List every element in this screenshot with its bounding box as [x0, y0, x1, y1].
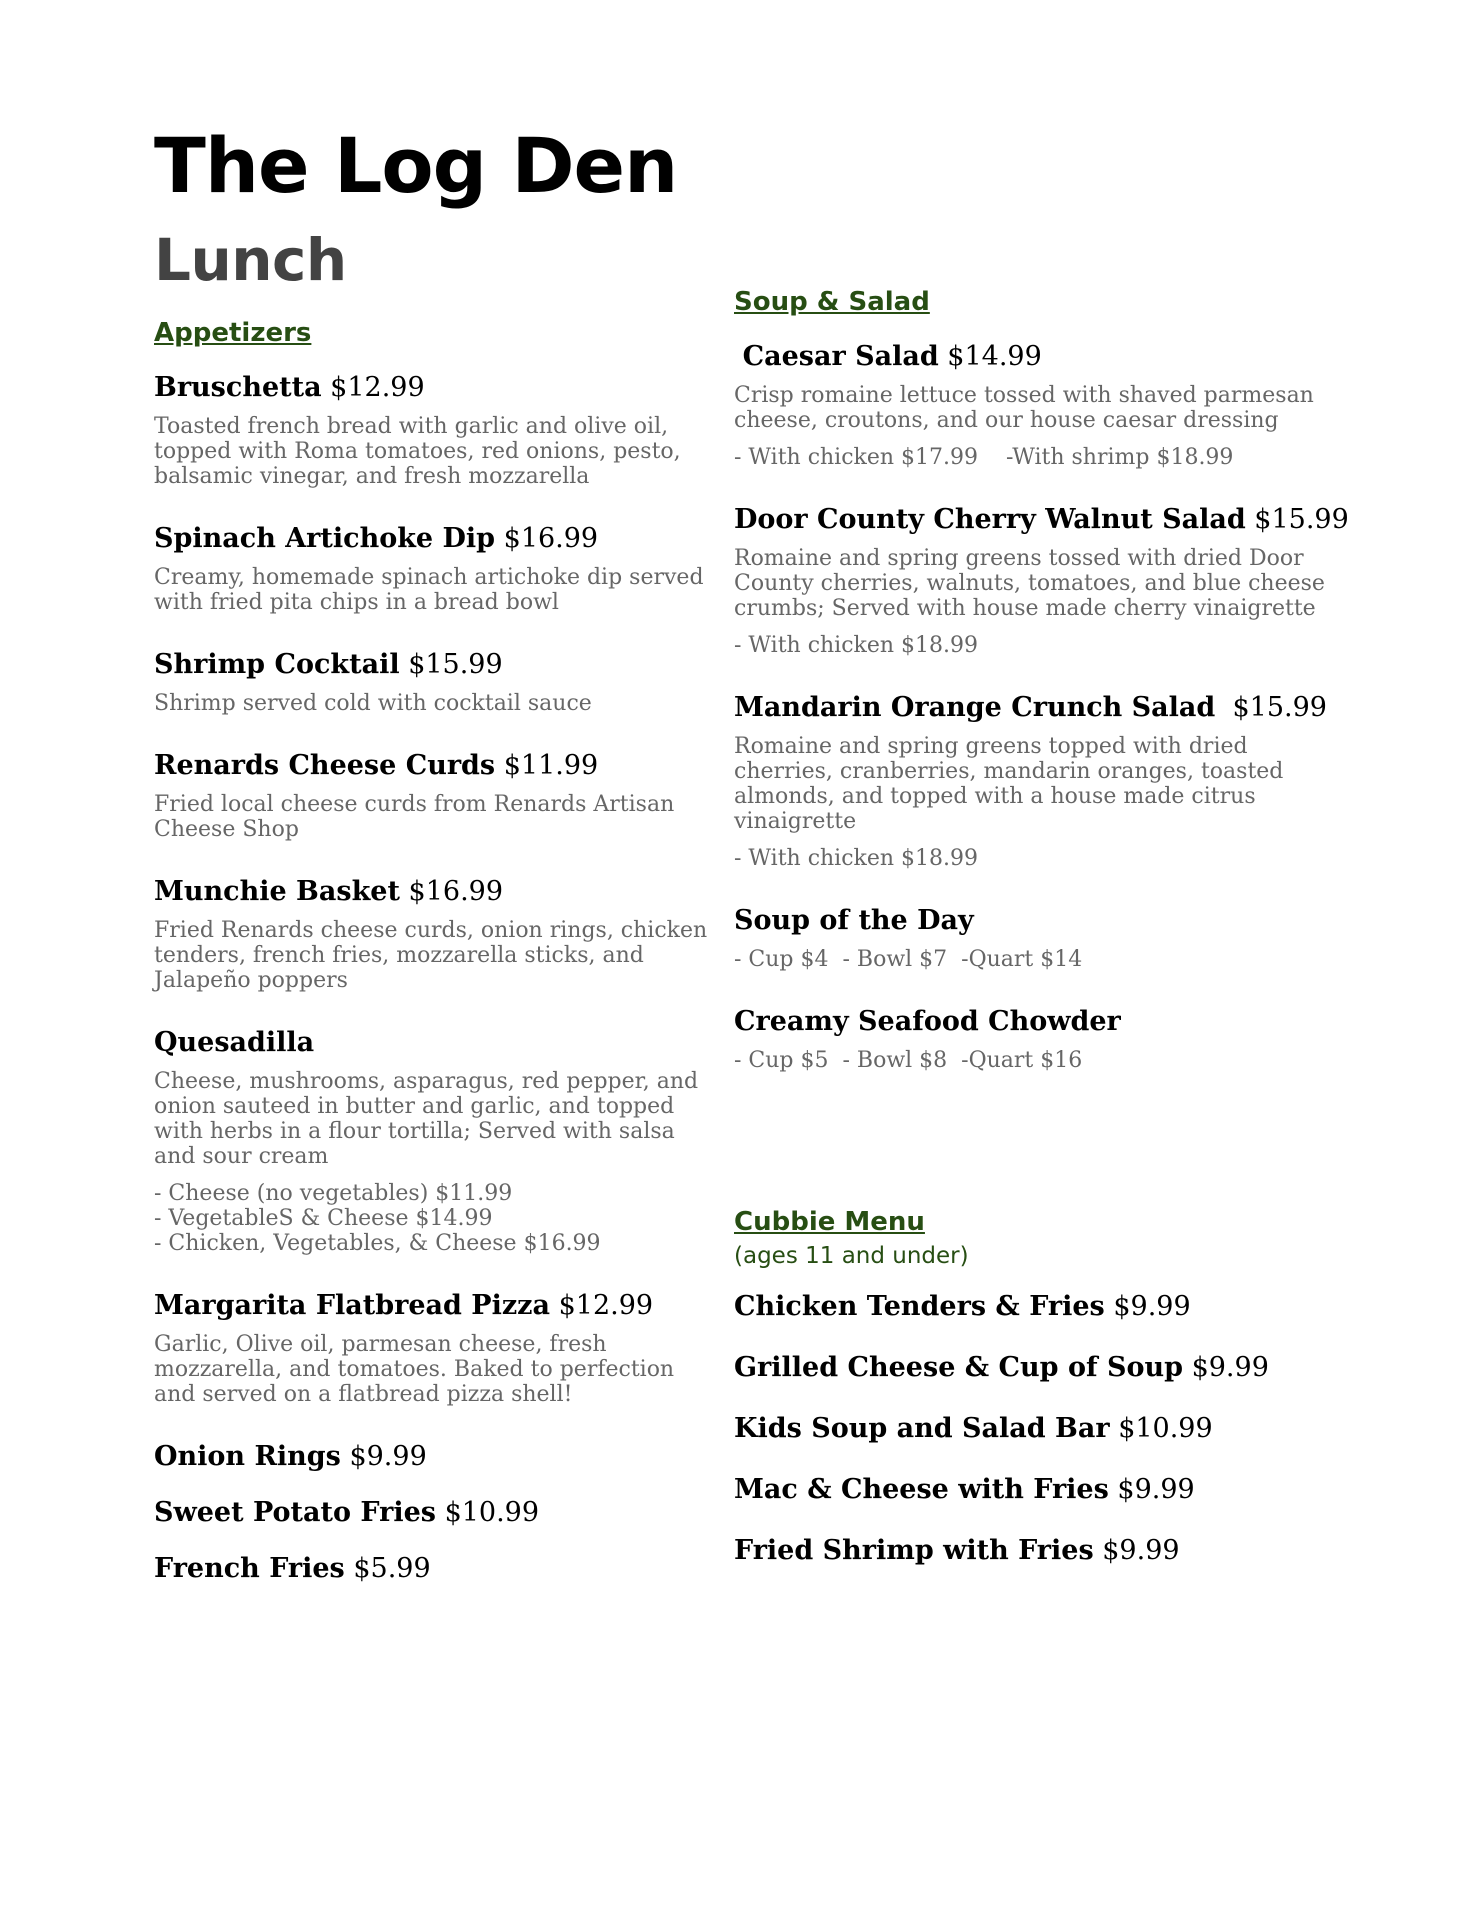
- item-price: $12.99: [330, 372, 425, 403]
- item-price: $12.99: [558, 1290, 654, 1321]
- item-price: $9.99: [1117, 1474, 1195, 1505]
- menu-item: [154, 521, 714, 615]
- item-name: Door County Cherry Walnut Salad: [734, 504, 1246, 535]
- item-option: - VegetableS & Cheese $14.99: [154, 1206, 493, 1231]
- item-description: Cheese, mushrooms, asparagus, red pepper, and onion sauteed in butter and garlic, and topped with herbs in a flour tortilla; Served with salsa and sour cream: [154, 1069, 699, 1169]
- item-price: $9.99: [1113, 1291, 1191, 1322]
- menu-item: [734, 1004, 1334, 1073]
- appetizers-heading: Appetizers: [154, 318, 312, 348]
- item-name: Grilled Cheese & Cup of Soup: [734, 1352, 1183, 1383]
- appetizers-column: [154, 316, 714, 1607]
- item-description: Fried local cheese curds from Renards Artisan Cheese Shop: [154, 792, 675, 842]
- item-option: - Cup $4 - Bowl $7 -Quart $14: [734, 947, 1083, 972]
- item-name: Kids Soup and Salad Bar: [734, 1413, 1110, 1444]
- menu-item: [154, 1288, 714, 1407]
- item-name: Spinach Artichoke Dip: [154, 523, 496, 554]
- menu-item-simple: [154, 1439, 714, 1475]
- item-price: $16.99: [408, 876, 504, 907]
- menu-item-kids: [734, 1533, 1334, 1569]
- item-description: Shrimp served cold with cocktail sauce: [154, 691, 592, 716]
- item-name: Mac & Cheese with Fries: [734, 1474, 1109, 1505]
- item-option: - Cup $5 - Bowl $8 -Quart $16: [734, 1048, 1083, 1073]
- item-description: Romaine and spring greens tossed with dried Door County cherries, walnuts, tomatoes, and blue cheese crumbs; Served with house made cherry vinaigrette: [734, 546, 1325, 621]
- item-price: $15.99: [1254, 504, 1349, 535]
- item-option: - With chicken $17.99 -With shrimp $18.99: [734, 445, 1234, 470]
- item-price: $10.99: [444, 1497, 540, 1528]
- item-description: Romaine and spring greens topped with dried cherries, cranberries, mandarin oranges, toasted almonds, and topped with a house made citrus vinaigrette: [734, 734, 1284, 834]
- item-price: $11.99: [503, 750, 599, 781]
- restaurant-name: The Log Den: [154, 121, 678, 210]
- item-description: Toasted french bread with garlic and olive oil, topped with Roma tomatoes, red onions, pesto, balsamic vinegar, and fresh mozzarella: [154, 414, 681, 489]
- item-name: Mandarin Orange Crunch Salad: [734, 692, 1216, 723]
- menu-title: Lunch: [154, 226, 347, 294]
- item-option: - Cheese (no vegetables) $11.99: [154, 1181, 513, 1206]
- item-price: $9.99: [1102, 1535, 1180, 1566]
- item-name: Chicken Tenders & Fries: [734, 1291, 1105, 1322]
- menu-item: [734, 903, 1334, 972]
- menu-item: [154, 370, 714, 489]
- item-description: Fried Renards cheese curds, onion rings, chicken tenders, french fries, mozzarella sticks, and Jalapeño poppers: [154, 918, 708, 993]
- menu-item-kids: [734, 1289, 1334, 1325]
- menu-item: [734, 339, 1334, 470]
- item-name: Fried Shrimp with Fries: [734, 1535, 1094, 1566]
- item-name: Bruschetta: [154, 372, 322, 403]
- item-price: $5.99: [353, 1553, 431, 1584]
- menu-item-kids: [734, 1411, 1334, 1447]
- item-name: Renards Cheese Curds: [154, 750, 496, 781]
- item-price: $10.99: [1118, 1413, 1213, 1444]
- item-name: Soup of the Day: [734, 905, 974, 936]
- item-price: $9.99: [349, 1441, 427, 1472]
- item-name: Munchie Basket: [154, 876, 400, 907]
- item-price: $15.99: [408, 649, 503, 680]
- item-option: - With chicken $18.99: [734, 633, 979, 658]
- menu-item: [154, 1025, 714, 1256]
- menu-item: [154, 874, 714, 993]
- menu-item: [154, 748, 714, 842]
- item-option: - Chicken, Vegetables, & Cheese $16.99: [154, 1231, 601, 1256]
- item-description: Garlic, Olive oil, parmesan cheese, fresh mozzarella, and tomatoes. Baked to perfection and served on a flatbread pizza shell!: [154, 1332, 675, 1407]
- soup-salad-heading: Soup & Salad: [734, 287, 930, 317]
- menu-item-simple: [154, 1551, 714, 1587]
- item-name: Creamy Seafood Chowder: [734, 1006, 1121, 1037]
- menu-item-kids: [734, 1350, 1334, 1386]
- menu-item: [154, 647, 714, 716]
- menu-item-simple: [154, 1495, 714, 1531]
- item-name: Caesar Salad: [742, 341, 939, 372]
- item-price: $9.99: [1191, 1352, 1269, 1383]
- item-name: French Fries: [154, 1553, 345, 1584]
- item-name: Quesadilla: [154, 1027, 315, 1058]
- cubbie-menu-heading: Cubbie Menu: [734, 1207, 925, 1237]
- item-description: Creamy, homemade spinach artichoke dip served with fried pita chips in a bread bowl: [154, 565, 704, 615]
- menu-item: [734, 690, 1334, 871]
- item-description: Crisp romaine lettuce tossed with shaved parmesan cheese, croutons, and our house caesar dressing: [734, 383, 1314, 433]
- menu-item-kids: [734, 1472, 1334, 1508]
- item-price: $16.99: [503, 523, 599, 554]
- item-name: Sweet Potato Fries: [154, 1497, 436, 1528]
- item-name: Onion Rings: [154, 1441, 341, 1472]
- cubbie-menu-note: (ages 11 and under): [734, 1243, 969, 1269]
- item-name: Margarita Flatbread Pizza: [154, 1290, 550, 1321]
- item-option: - With chicken $18.99: [734, 846, 979, 871]
- menu-item: [734, 502, 1349, 658]
- item-name: Shrimp Cocktail: [154, 649, 400, 680]
- item-price: $14.99: [947, 341, 1042, 372]
- soup-salad-column: [734, 285, 1349, 1594]
- item-price: $15.99: [1232, 692, 1327, 723]
